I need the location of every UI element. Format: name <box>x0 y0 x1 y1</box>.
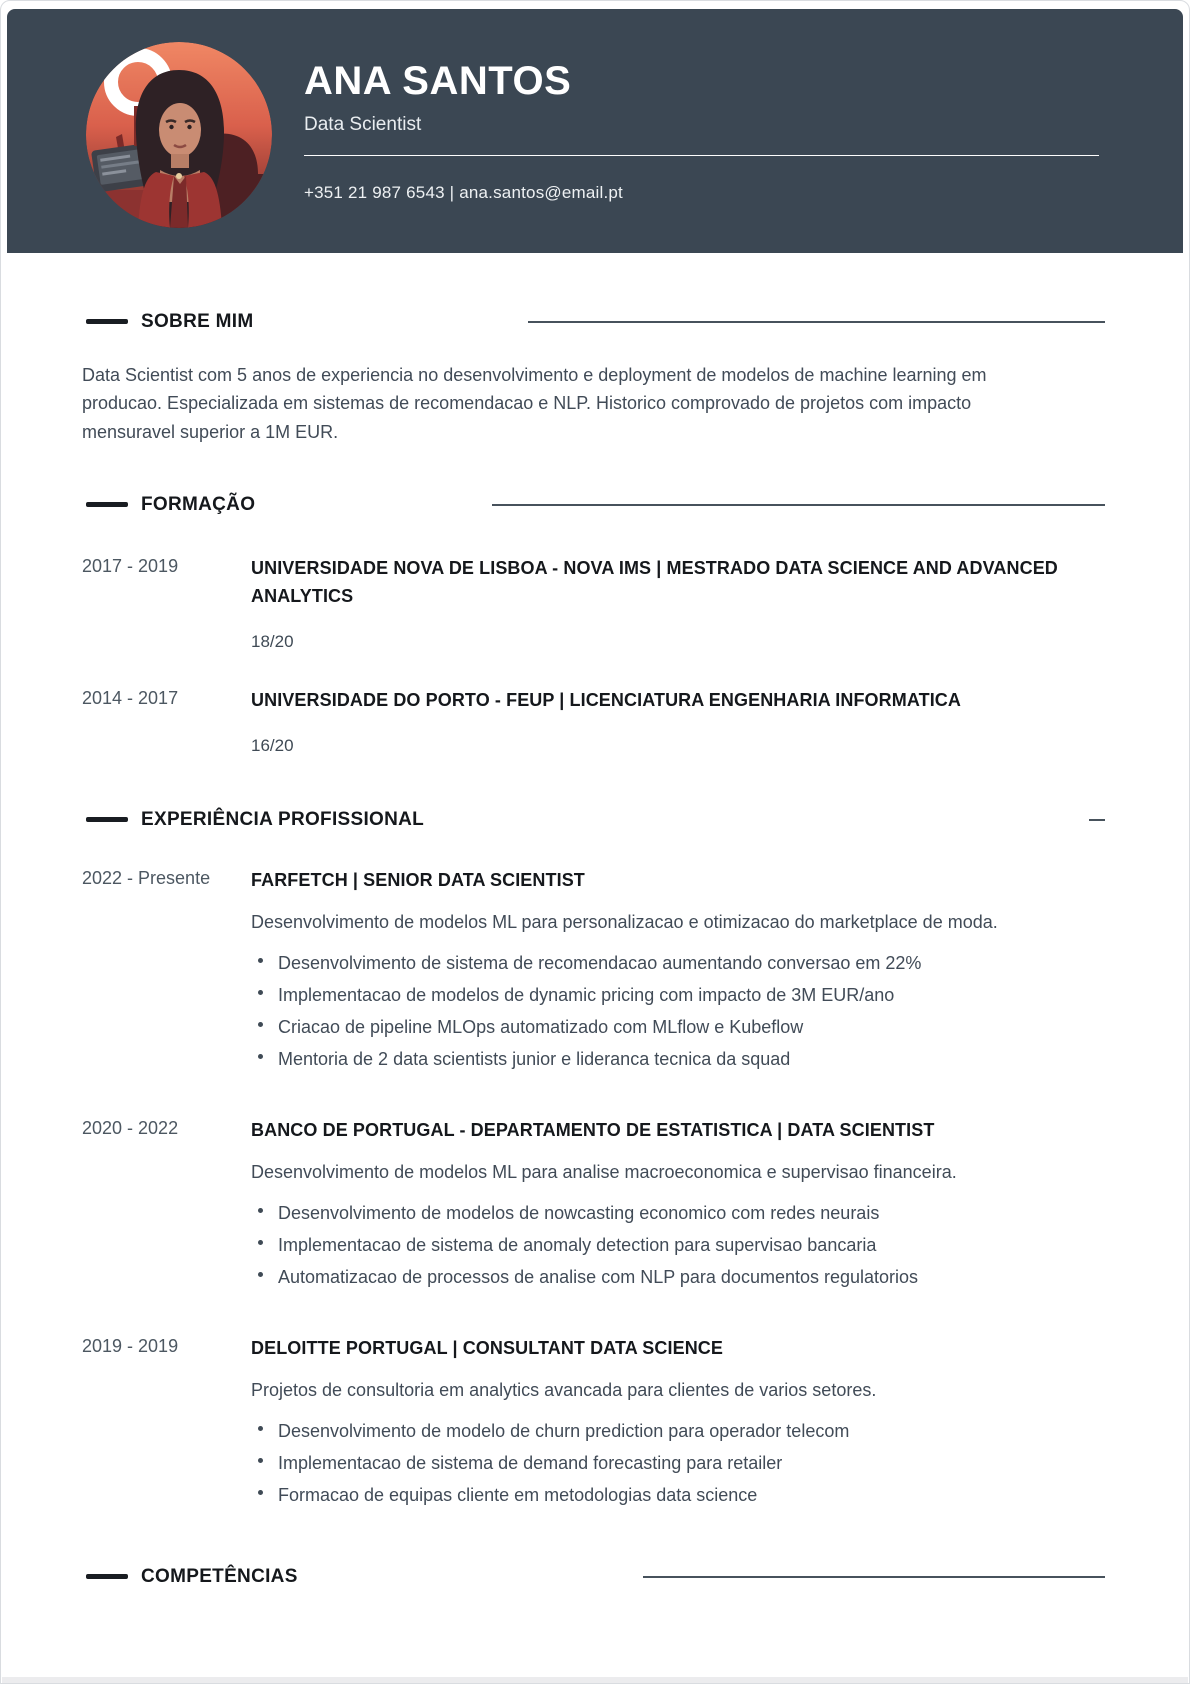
experience-period: 2019 - 2019 <box>82 1336 179 1357</box>
experience-title: FARFETCH | SENIOR DATA SCIENTIST <box>251 870 585 891</box>
education-period: 2017 - 2019 <box>82 556 179 577</box>
education-grade: 18/20 <box>251 632 294 652</box>
experience-summary: Desenvolvimento de modelos ML para analise macroeconomica e supervisao financeira. <box>251 1162 957 1183</box>
experience-bullet: Mentoria de 2 data scientists junior e lideranca tecnica da squad <box>251 1048 1105 1070</box>
experience-entry <box>82 1116 1105 1298</box>
section-title-experience: EXPERIÊNCIA PROFISSIONAL <box>141 809 425 831</box>
experience-summary: Projetos de consultoria em analytics avancada para clientes de varios setores. <box>251 1380 877 1401</box>
experience-bullet: Desenvolvimento de modelo de churn prediction para operador telecom <box>251 1420 1105 1442</box>
header-divider <box>304 155 1099 156</box>
experience-bullet: Implementacao de modelos de dynamic pricing com impacto de 3M EUR/ano <box>251 984 1105 1006</box>
profile-photo <box>86 42 272 228</box>
section-title-about: SOBRE MIM <box>141 311 254 332</box>
education-entry <box>82 554 1105 652</box>
heading-dash-icon <box>86 1574 128 1579</box>
section-rule <box>643 1576 1105 1578</box>
education-title: UNIVERSIDADE DO PORTO - FEUP | LICENCIATURA ENGENHARIA INFORMATICA <box>251 690 961 711</box>
experience-bullet: Desenvolvimento de sistema de recomendacao aumentando conversao em 22% <box>251 952 1105 974</box>
experience-details <box>251 866 1105 1080</box>
experience-title: DELOITTE PORTUGAL | CONSULTANT DATA SCIENCE <box>251 1338 723 1359</box>
experience-bullet: Automatizacao de processos de analise com NLP para documentos regulatorios <box>251 1266 1105 1288</box>
experience-details <box>251 1116 1105 1298</box>
resume-content <box>1 310 1189 1588</box>
experience-details <box>251 1334 1105 1516</box>
section-heading-experience <box>82 808 1105 831</box>
section-rule <box>528 321 1105 323</box>
education-grade: 16/20 <box>251 736 294 756</box>
experience-summary: Desenvolvimento de modelos ML para personalizacao e otimizacao do marketplace de moda. <box>251 912 998 933</box>
section-title-skills: COMPETÊNCIAS <box>141 1566 298 1588</box>
experience-bullet: Formacao de equipas cliente em metodologias data science <box>251 1484 1105 1506</box>
experience-bullet-list <box>251 952 1105 1070</box>
heading-dash-icon <box>86 817 128 822</box>
heading-dash-icon <box>86 319 128 324</box>
resume-header <box>7 9 1183 253</box>
experience-period: 2020 - 2022 <box>82 1118 179 1139</box>
experience-entry <box>82 866 1105 1080</box>
education-title: UNIVERSIDADE NOVA DE LISBOA - NOVA IMS | MESTRADO DATA SCIENCE AND ADVANCED ANALYTICS <box>251 558 1058 607</box>
section-rule <box>1089 819 1105 821</box>
person-name: ANA SANTOS <box>304 59 572 103</box>
experience-bullet-list <box>251 1202 1105 1288</box>
education-period: 2014 - 2017 <box>82 688 179 709</box>
experience-bullet-list <box>251 1420 1105 1506</box>
person-job-title: Data Scientist <box>304 114 422 135</box>
education-details <box>251 554 1105 652</box>
contact-info: +351 21 987 6543 | ana.santos@email.pt <box>304 183 623 202</box>
education-details <box>251 686 1105 756</box>
experience-bullet: Desenvolvimento de modelos de nowcasting economico com redes neurais <box>251 1202 1105 1224</box>
section-rule <box>492 504 1105 506</box>
experience-bullet: Implementacao de sistema de demand forecasting para retailer <box>251 1452 1105 1474</box>
page-bottom-strip <box>2 1677 1188 1683</box>
section-title-education: FORMAÇÃO <box>141 494 256 516</box>
experience-entry <box>82 1334 1105 1516</box>
section-heading-education <box>82 493 1105 516</box>
heading-dash-icon <box>86 502 128 507</box>
education-entry <box>82 686 1105 756</box>
section-heading-skills <box>82 1565 1105 1588</box>
experience-bullet: Criacao de pipeline MLOps automatizado com MLflow e Kubeflow <box>251 1016 1105 1038</box>
section-heading-about <box>82 310 1105 333</box>
about-paragraph: Data Scientist com 5 anos de experiencia no desenvolvimento e deployment de modelos de machine learning em producao. Especializada em sistemas de recomendacao e NLP. Historico comprovado de projetos com impacto mensuravel superior a 1M EUR. <box>82 365 987 442</box>
experience-period: 2022 - Presente <box>82 868 211 889</box>
experience-title: BANCO DE PORTUGAL - DEPARTAMENTO DE ESTATISTICA | DATA SCIENTIST <box>251 1120 935 1141</box>
experience-bullet: Implementacao de sistema de anomaly detection para supervisao bancaria <box>251 1234 1105 1256</box>
header-text-block <box>304 59 1099 203</box>
